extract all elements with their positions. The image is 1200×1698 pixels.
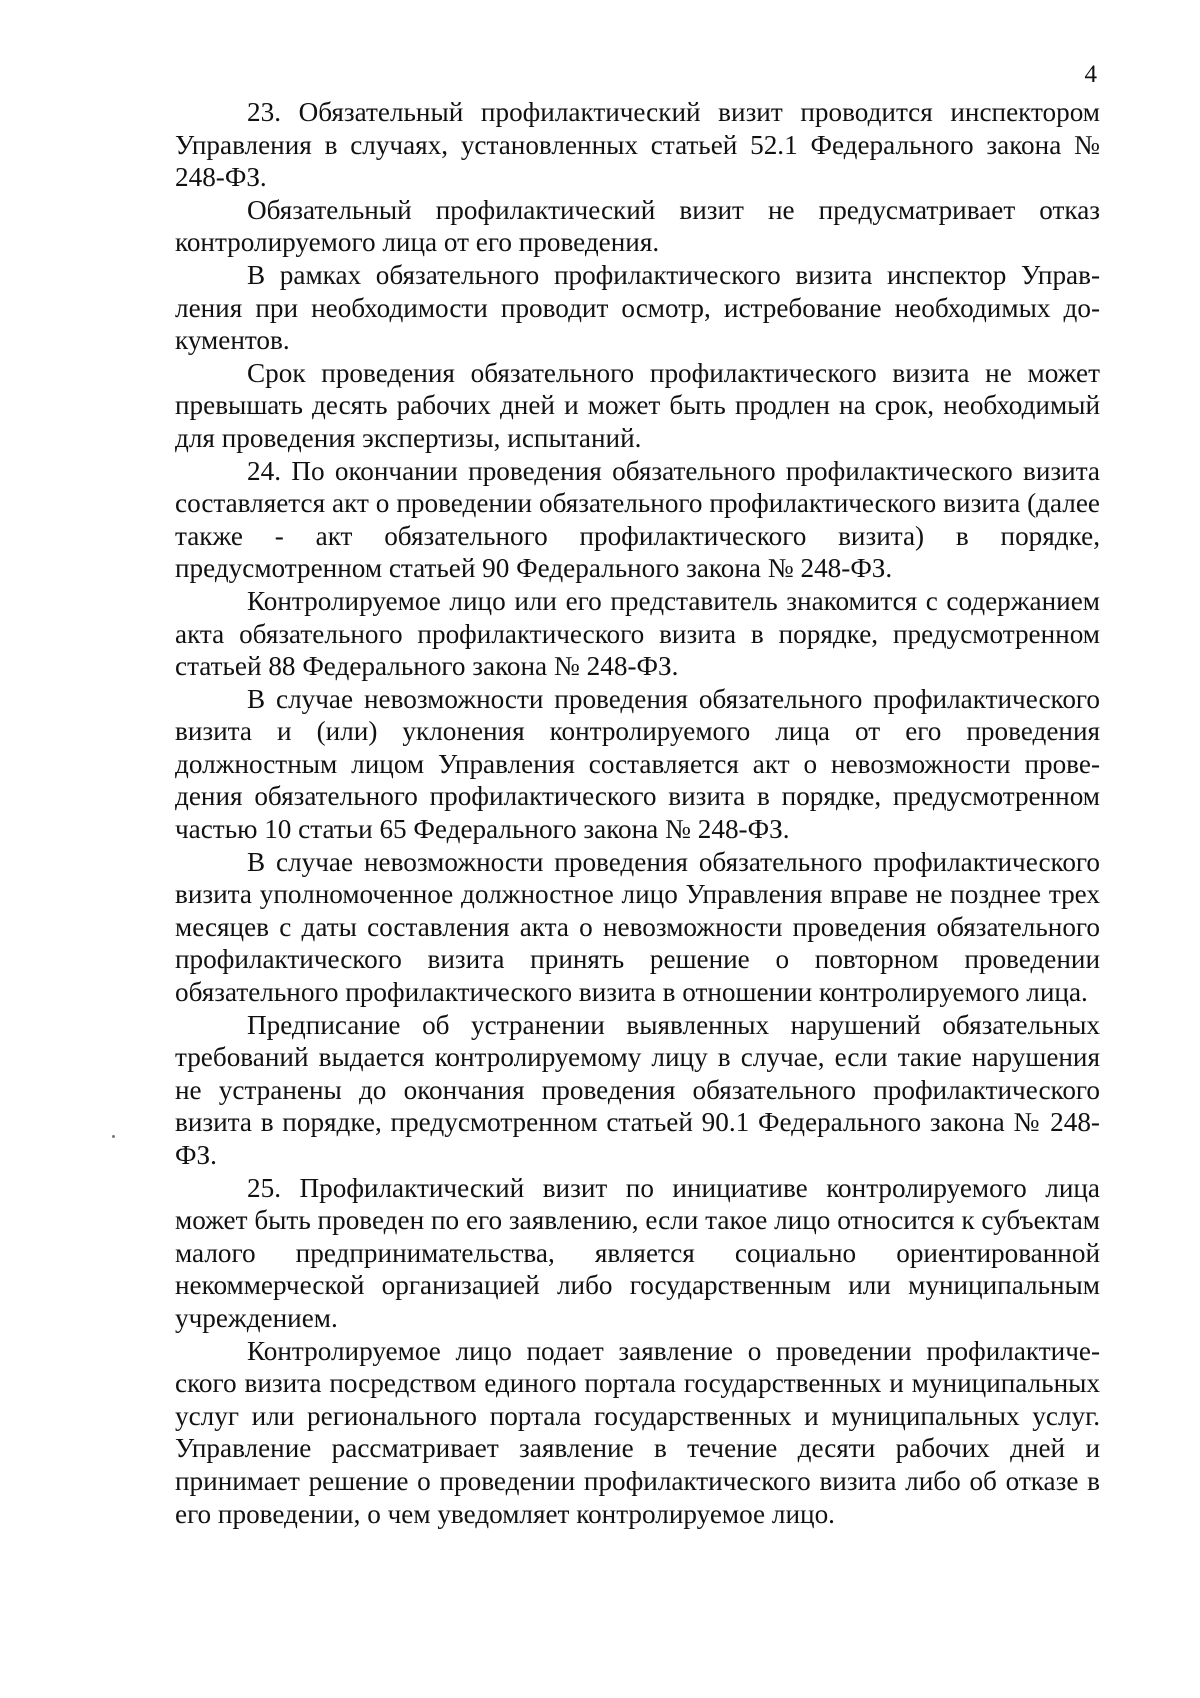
paragraph-visit-term: Срок проведения обязательного профилактического визита не может превышать десять рабочих дней и может быть продлен на срок, необходимый для проведения экспертизы, испытаний.: [175, 357, 1100, 453]
paragraph-25: 25. Профилактический визит по инициативе контролируемого лица может быть проведен по его заявлению, если такое лицо относится к субъектам малого предпринимательства, является социально ориентированной некоммерческой организацией либо государственным или муниципальным учреждением.: [175, 1172, 1100, 1333]
paragraph-application: Контролируемое лицо подает заявление о проведении профилактического визита посредством единого портала государственных и муниципальных услуг или регионального портала государственных и муниципальных услуг. Управление рассматривает заявление в течение десяти рабочих дней и принимает решение о проведении профилактического визита либо об отказе в его проведении, о чем уведомляет контролируемое лицо.: [175, 1335, 1100, 1529]
paragraph-repeat-visit: В случае невозможности проведения обязательного профилактического визита уполномоченное должностное лицо Управления вправе не позднее трех месяцев с даты составления акта о невозможности проведения обязательного профилактического визита принять решение о повторном проведении обязательного профилактического визита в отношении контролируемого лица.: [175, 846, 1100, 1008]
document-body: [175, 96, 1100, 1530]
paragraph-impossibility-act: В случае невозможности проведения обязательного профилактического визита и (или) уклонения контролируемого лица от его проведения должностным лицом Управления составляется акт о невозможности проведения обязательного профилактического визита в порядке, предусмотренном частью 10 статьи 65 Федерального закона № 248-ФЗ.: [175, 683, 1100, 845]
paragraph-no-refusal: Обязательный профилактический визит не предусматривает отказ контролируемого лица от его проведения.: [175, 194, 1100, 258]
paragraph-23: 23. Обязательный профилактический визит проводится инспектором Управления в случаях, установленных статьей 52.1 Федерального закона № 248-ФЗ.: [175, 97, 1100, 193]
paragraph-inspection-scope: В рамках обязательного профилактического визита инспектор Управления при необходимости проводит осмотр, истребование необходимых документов.: [175, 259, 1100, 356]
paragraph-acquaintance: Контролируемое лицо или его представитель знакомится с содержанием акта обязательного профилактического визита в порядке, предусмотренном статьей 88 Федерального закона № 248-ФЗ.: [175, 585, 1100, 682]
scan-speck: [112, 1135, 115, 1138]
paragraph-24: 24. По окончании проведения обязательного профилактического визита составляется акт о проведении обязательного профилактического визита (далее также - акт обязательного профилактического визита) в порядке, предусмотренном статьей 90 Федерального закона № 248-ФЗ.: [175, 455, 1100, 584]
page-number: 4: [1084, 61, 1097, 88]
paragraph-prescription: Предписание об устранении выявленных нарушений обязательных требований выдается контролируемому лицу в случае, если такие нарушения не устранены до окончания проведения обязательного профилактического визита в порядке, предусмотренном статьей 90.1 Федерального закона № 248-ФЗ.: [175, 1009, 1100, 1170]
